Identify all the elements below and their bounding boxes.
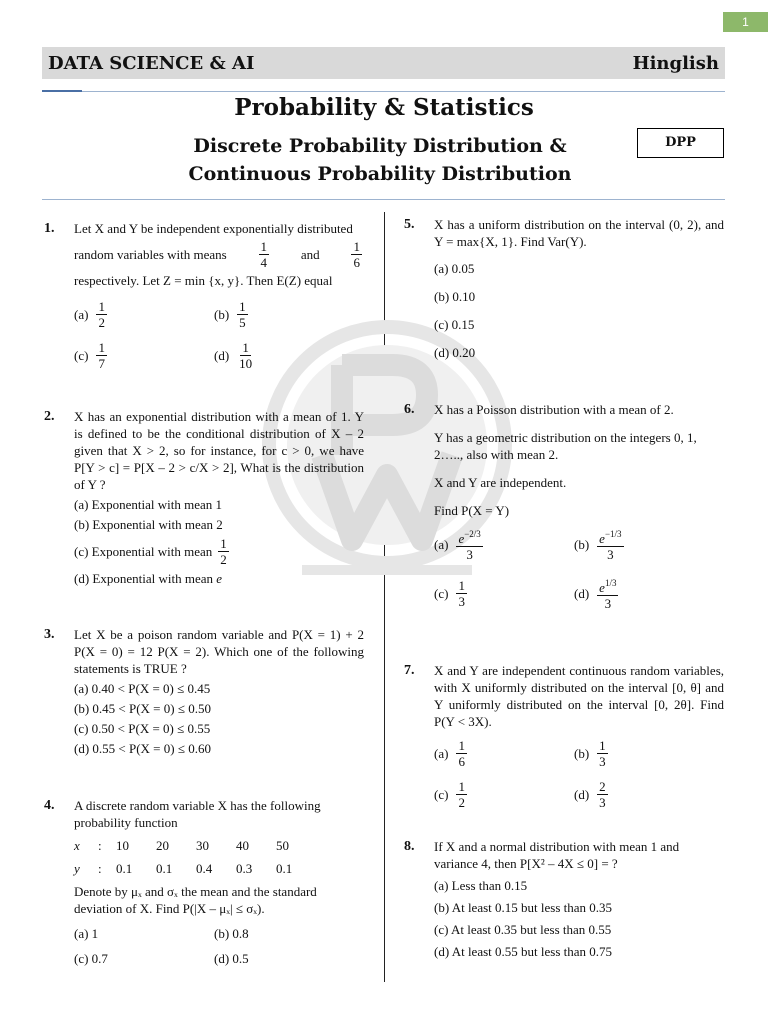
question-6	[404, 401, 724, 611]
table-cell: 10	[116, 838, 129, 853]
option-c: (c) $\frac{1}{2}$	[434, 779, 465, 810]
option-c: (c) 0.7	[74, 951, 108, 966]
question-number: 1.	[44, 221, 55, 236]
option-a: (a) $\frac{1}{2}$	[74, 299, 105, 330]
question-text: random variables with means	[74, 247, 227, 262]
table-row-label: y	[74, 861, 80, 876]
table-colon: :	[98, 861, 102, 876]
option-c: (c) Exponential with mean $\frac{1}{2}$	[74, 536, 227, 567]
header-rule-accent	[42, 90, 82, 92]
header-language: Hinglish	[632, 52, 719, 74]
header-rule	[42, 91, 725, 92]
question-number: 7.	[404, 663, 415, 678]
option-d: (d) $\frac{1}{10}$	[214, 340, 253, 371]
option-a: (a) 1	[74, 926, 99, 941]
option-a: (a) Less than 0.15	[434, 878, 528, 893]
question-text: X and Y are independent.	[434, 475, 567, 490]
question-text: X and Y are independent continuous random variables, with X uniformly distributed on the interval [0, θ] and Y uniformly distributed on the interval [0, 2θ]. Find P(Y < 3X).	[434, 663, 724, 729]
option-b: (b) Exponential with mean 2	[74, 517, 223, 532]
question-1	[44, 220, 364, 371]
dpp-badge: DPP	[637, 128, 724, 158]
table-cell: 0.3	[236, 861, 253, 876]
question-number: 3.	[44, 627, 55, 642]
question-text: X has a Poisson distribution with a mean of 2.	[434, 402, 674, 417]
option-b: (b) 0.8	[214, 926, 249, 941]
question-text: and	[300, 247, 320, 262]
table-cell: 40	[236, 838, 249, 853]
option-d: (d) 0.5	[214, 951, 249, 966]
option-row	[434, 779, 724, 810]
option-row	[434, 527, 724, 562]
question-5	[404, 216, 724, 361]
option-c: (c) 0.15	[434, 317, 475, 332]
option-b: (b) $\frac{e^{-1/3}}{3}$	[574, 529, 622, 562]
option-row	[74, 950, 364, 967]
subtitle-line-1: Discrete Probability Distribution &	[193, 135, 567, 157]
option-c: (c) 0.50 < P(X = 0) ≤ 0.55	[74, 721, 211, 736]
option-list	[434, 260, 724, 361]
question-text: X has an exponential distribution with a mean of 1. Y is defined to be the conditional distribution of X – 2 given that X > 2, so for instance, for c > 0, we have P[Y > c] = P[X – 2 > c/X > 2], What is the distribution of Y ?	[74, 409, 364, 492]
option-b: (b) 0.10	[434, 289, 476, 304]
option-c: (c) $\frac{1}{3}$	[434, 578, 465, 609]
page-title: Probability & Statistics	[234, 94, 534, 121]
fraction: $\frac{1}{4}$	[260, 239, 268, 270]
option-d: (d) Exponential with mean e	[74, 571, 223, 586]
option-a: (a) Exponential with mean 1	[74, 497, 223, 512]
question-number: 4.	[44, 798, 55, 813]
question-7	[404, 662, 724, 810]
table-cell: 0.1	[276, 861, 293, 876]
option-d: (d) 0.20	[434, 345, 476, 360]
table-cell: 0.4	[196, 861, 213, 876]
option-a: (a) 0.40 < P(X = 0) ≤ 0.45	[74, 681, 211, 696]
option-row	[434, 576, 724, 611]
option-list	[74, 680, 364, 757]
option-c: (c) At least 0.35 but less than 0.55	[434, 922, 612, 937]
table-row-label: x	[74, 838, 80, 853]
option-c: (c) $\frac{1}{7}$	[74, 340, 105, 371]
header-band	[42, 47, 725, 79]
option-row	[74, 340, 364, 371]
probability-table	[74, 837, 364, 877]
option-row	[434, 738, 724, 769]
question-number: 6.	[404, 402, 415, 417]
option-d: (d) 0.55 < P(X = 0) ≤ 0.60	[74, 741, 211, 756]
option-d: (d) At least 0.55 but less than 0.75	[434, 944, 613, 959]
table-cell: 0.1	[156, 861, 173, 876]
table-cell: 30	[196, 838, 209, 853]
subtitle-line-2: Continuous Probability Distribution	[188, 163, 572, 185]
option-list	[74, 496, 364, 587]
option-a: (a) $\frac{e^{-2/3}}{3}$	[434, 529, 481, 562]
question-text: Y has a geometric distribution on the integers 0, 1, 2….., also with mean 2.	[434, 430, 697, 462]
question-text: X has a uniform distribution on the interval (0, 2), and Y = max{X, 1}. Find Var(Y).	[434, 217, 724, 249]
section-rule	[42, 199, 725, 200]
option-list	[434, 877, 724, 960]
page-subtitle	[170, 132, 590, 188]
option-b: (b) $\frac{1}{3}$	[574, 738, 606, 769]
option-a: (a) $\frac{1}{6}$	[434, 738, 465, 769]
option-a: (a) 0.05	[434, 261, 475, 276]
question-8	[404, 838, 724, 960]
option-row	[74, 299, 364, 330]
option-d: (d) $\frac{e^{1/3}}{3}$	[574, 578, 617, 611]
table-cell: 50	[276, 838, 289, 853]
question-2	[44, 408, 364, 587]
option-b: (b) At least 0.15 but less than 0.35	[434, 900, 613, 915]
question-text: Find P(X = Y)	[434, 503, 510, 518]
question-text: Denote by μₓ and σₓ the mean and the standard deviation of X. Find P(|X – μₓ| ≤ σₓ).	[74, 884, 317, 916]
option-b: (b) 0.45 < P(X = 0) ≤ 0.50	[74, 701, 211, 716]
table-cell: 0.1	[116, 861, 133, 876]
option-d: (d) $\frac{2}{3}$	[574, 779, 606, 810]
question-text: respectively. Let Z = min {x, y}. Then E(Z) equal	[74, 273, 333, 288]
question-number: 2.	[44, 409, 55, 424]
table-cell: 20	[156, 838, 169, 853]
question-text: Let X and Y be independent exponentially distributed	[74, 221, 353, 236]
question-number: 8.	[404, 839, 415, 854]
header-subject: DATA SCIENCE & AI	[48, 52, 255, 74]
question-number: 5.	[404, 217, 415, 232]
question-text: If X and a normal distribution with mean 1 and variance 4, then P[X² – 4X ≤ 0] = ?	[434, 839, 680, 871]
option-b: (b) $\frac{1}{5}$	[214, 299, 246, 330]
fraction: $\frac{1}{6}$	[353, 239, 360, 270]
question-3	[44, 626, 364, 757]
question-text-line	[74, 239, 364, 270]
table-colon: :	[98, 838, 102, 853]
question-text: Let X be a poison random variable and P(X = 1) + 2 P(X = 0) = 12 P(X = 2). Which one of the following statements is TRUE ?	[74, 627, 364, 676]
question-text: A discrete random variable X has the following probability function	[74, 798, 321, 830]
option-row	[74, 925, 364, 942]
question-4	[44, 797, 364, 967]
page-number: 1	[723, 12, 768, 32]
